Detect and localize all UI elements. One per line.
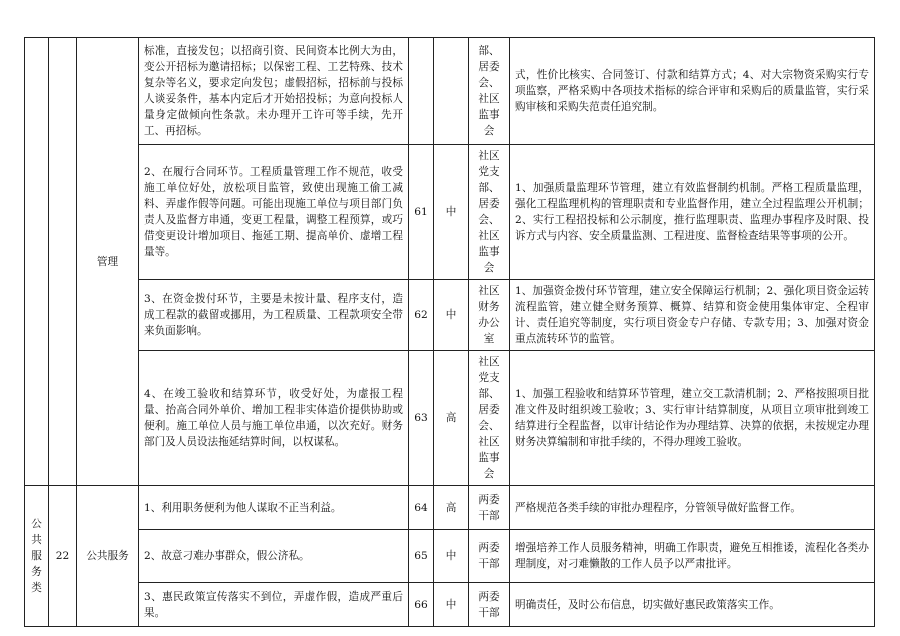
- risk-point-cell: 2、故意刁难办事群众，假公济私。: [139, 530, 409, 583]
- number-cell: 65: [409, 530, 434, 583]
- risk-point-cell: 4、在竣工验收和结算环节，收受好处，为虚报工程量、抬高合同外单价、增加工程非实体造价提供协助或便利。施工单位人员与施工单位串通，以次充好。财务部门及人员设法拖延结算时间，以权谋私。: [139, 351, 409, 486]
- measure-cell: 明确责任，及时公布信息，切实做好惠民政策落实工作。: [510, 583, 875, 627]
- item-cell: 公共服务: [77, 486, 139, 627]
- risk-point-cell: 3、惠民政策宣传落实不到位，弄虚作假，造成严重后果。: [139, 583, 409, 627]
- risk-control-table: [24, 37, 875, 627]
- risk-level-cell: 中: [434, 530, 469, 583]
- table-row: [25, 280, 875, 351]
- category-cell: [25, 38, 49, 486]
- item-cell: 管理: [77, 38, 139, 486]
- risk-level-cell: 中: [434, 583, 469, 627]
- seq-cell: 22: [49, 486, 77, 627]
- department-cell: 社区党支部、居委会、社区监事会: [469, 351, 510, 486]
- risk-level-cell: [434, 38, 469, 145]
- risk-level-cell: 中: [434, 145, 469, 280]
- department-cell: 两委干部: [469, 486, 510, 530]
- department-cell: 两委干部: [469, 530, 510, 583]
- table-row: [25, 145, 875, 280]
- table-row: [25, 351, 875, 486]
- department-cell: 两委干部: [469, 583, 510, 627]
- table-row: [25, 38, 875, 145]
- table-row: [25, 486, 875, 530]
- risk-level-cell: 高: [434, 486, 469, 530]
- measure-cell: 式，性价比核实、合同签订、付款和结算方式；4、对大宗物资采购实行专项监察，严格采购中各项技术指标的综合评审和采购后的质量监管，实行采购审核和采购失范责任追究制。: [510, 38, 875, 145]
- measure-cell: 增强培养工作人员服务精神，明确工作职责，避免互相推诿，流程化各类办理制度，对刁难懒散的工作人员予以严肃批评。: [510, 530, 875, 583]
- risk-point-cell: 3、在资金拨付环节，主要是未按计量、程序支付，造成工程款的截留或挪用，为工程质量、工程款项安全带来负面影响。: [139, 280, 409, 351]
- number-cell: 66: [409, 583, 434, 627]
- department-cell: 社区党支部、居委会、社区监事会: [469, 145, 510, 280]
- risk-level-cell: 中: [434, 280, 469, 351]
- risk-point-cell: 标准，直接发包；以招商引资、民间资本比例大为由，变公开招标为邀请招标；以保密工程、工艺特殊、技术复杂等名义，要求定向发包；虚假招标，招标前与投标人谈妥条件，基本内定后才开始招投标；为意向投标人量身定做倾向性条款。未办理开工许可等手续，先开工、再招标。: [139, 38, 409, 145]
- number-cell: 61: [409, 145, 434, 280]
- table-row: [25, 530, 875, 583]
- measure-cell: 严格规范各类手续的审批办理程序，分管领导做好监督工作。: [510, 486, 875, 530]
- department-cell: 部、居委会、社区监事会: [469, 38, 510, 145]
- number-cell: 62: [409, 280, 434, 351]
- measure-cell: 1、加强工程验收和结算环节管理，建立交工款清机制；2、严格按照项目批准文件及时组织竣工验收；3、实行审计结算制度，从项目立项审批到竣工结算进行全程监督，以审计结论作为办理结算、决算的依据，未按规定办理财务决算编制和审批手续的，不得办理竣工验收。: [510, 351, 875, 486]
- department-cell: 社区财务办公室: [469, 280, 510, 351]
- measure-cell: 1、加强资金拨付环节管理，建立安全保障运行机制；2、强化项目资金运转流程监管，建立健全财务预算、概算、结算和资金使用集体审定、全程审计、责任追究等制度，实行项目资金专户存储、专款专用；3、加强对资金重点流转环节的监管。: [510, 280, 875, 351]
- risk-point-cell: 2、在履行合同环节。工程质量管理工作不规范，收受施工单位好处，放松项目监管，致使出现施工偷工减料、弄虚作假等问题。可能出现施工单位与项目部门负责人及监督方串通，变更工程量，调整工程预算，或巧借变更设计增加项目、拖延工期、提高单价、虚增工程量等。: [139, 145, 409, 280]
- risk-level-cell: 高: [434, 351, 469, 486]
- number-cell: 64: [409, 486, 434, 530]
- number-cell: [409, 38, 434, 145]
- category-cell: 公共服务类: [25, 486, 49, 627]
- seq-cell: [49, 38, 77, 486]
- number-cell: 63: [409, 351, 434, 486]
- table-row: [25, 583, 875, 627]
- measure-cell: 1、加强质量监理环节管理，建立有效监督制约机制。严格工程质量监理，强化工程监理机构的管理职责和专业监督作用，建立全过程监理公开机制；2、实行工程招投标和公示制度，推行监理职责、监理办事程序及时限、投诉方式与内容、安全质量监测、工程进度、监督检查结果等事项的公开。: [510, 145, 875, 280]
- risk-point-cell: 1、利用职务便利为他人谋取不正当利益。: [139, 486, 409, 530]
